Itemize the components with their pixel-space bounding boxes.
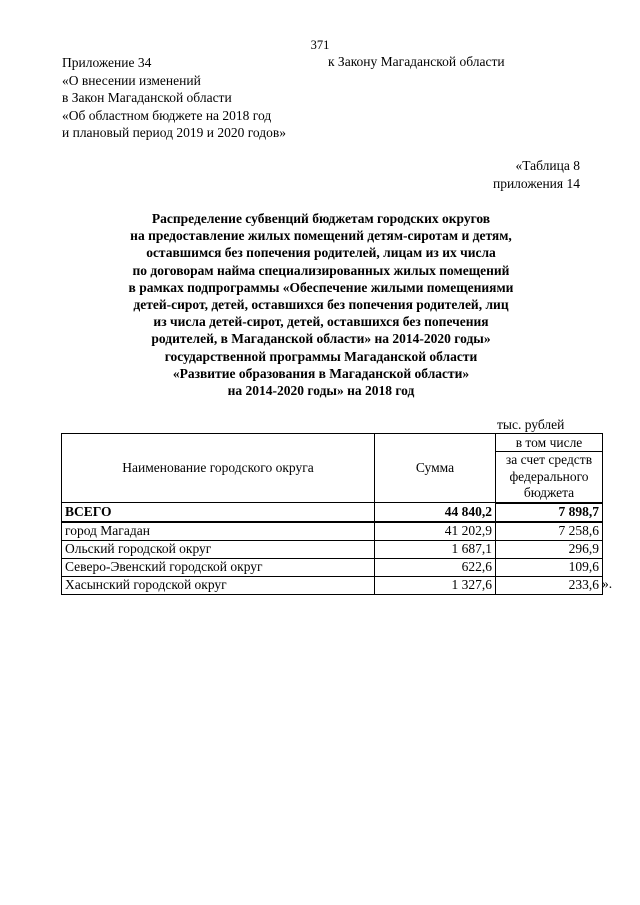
cell-federal: 7 258,6 [496,522,603,541]
cell-federal: 233,6 [496,576,603,594]
table-row-total [62,503,603,522]
annex-line: «О внесении изменений [62,72,201,88]
page-number: 371 [310,38,330,52]
header-federal-line: федерального [509,468,589,484]
title-line: «Развитие образования в Магаданской области» [172,365,470,381]
title-line: по договорам найма специализированных жилых помещений [132,262,510,278]
header-including: в том числе [496,434,603,452]
title-line: Распределение субвенций бюджетам городских округов [151,211,491,226]
header-federal-line: за счет средств [505,452,593,467]
cell-federal: 7 898,7 [496,503,603,522]
annex-heading [62,54,286,142]
title-line: в рамках подпрограммы «Обеспечение жилыми помещениями [128,279,514,295]
title-line: государственной программы Магаданской области [164,348,478,364]
table-reference [493,157,580,192]
header-name: Наименование городского округа [62,434,375,503]
cell-name: Ольский городской округ [62,540,375,558]
cell-name: ВСЕГО [62,503,375,522]
cell-federal: 109,6 [496,558,603,576]
cell-name: город Магадан [62,522,375,541]
title-line: на предоставление жилых помещений детям-сиротам и детям, [130,228,512,244]
units-label: тыс. рублей [497,417,565,432]
table-row [62,558,603,576]
table-row [62,540,603,558]
title-line: на 2014-2020 годы» на 2018 год [227,383,415,399]
table-ref-line: «Таблица 8 [515,158,580,173]
title-line: из числа детей-сирот, детей, оставшихся без попечения [153,314,489,330]
annex-line: в Закон Магаданской области [62,90,232,105]
law-reference: к Закону Магаданской области [328,54,505,69]
title-line: детей-сирот, детей, оставшихся без попечения родителей, лиц [133,297,509,313]
table-row [62,576,603,594]
annex-line: «Об областном бюджете на 2018 год [62,107,272,123]
header-federal-line: бюджета [523,485,575,500]
document-title [60,210,582,399]
closing-quote: ». [602,576,613,591]
table-row [62,522,603,541]
cell-name: Хасынский городской округ [62,576,375,594]
cell-sum: 1 327,6 [375,576,496,594]
subvention-table [61,433,603,595]
cell-sum: 44 840,2 [375,503,496,522]
cell-sum: 41 202,9 [375,522,496,541]
title-line: родителей, в Магаданской области» на 2014-2020 годы» [151,331,491,347]
annex-line: и плановый период 2019 и 2020 годов» [62,125,287,140]
title-line: оставшимся без попечения родителей, лицам из их числа [146,245,496,261]
cell-sum: 622,6 [375,558,496,576]
cell-federal: 296,9 [496,540,603,558]
table-ref-line: приложения 14 [492,175,580,191]
annex-line: Приложение 34 [62,55,152,70]
header-federal [496,452,603,503]
header-sum: Сумма [375,434,496,503]
cell-name: Северо-Эвенский городской округ [62,558,375,576]
cell-sum: 1 687,1 [375,540,496,558]
